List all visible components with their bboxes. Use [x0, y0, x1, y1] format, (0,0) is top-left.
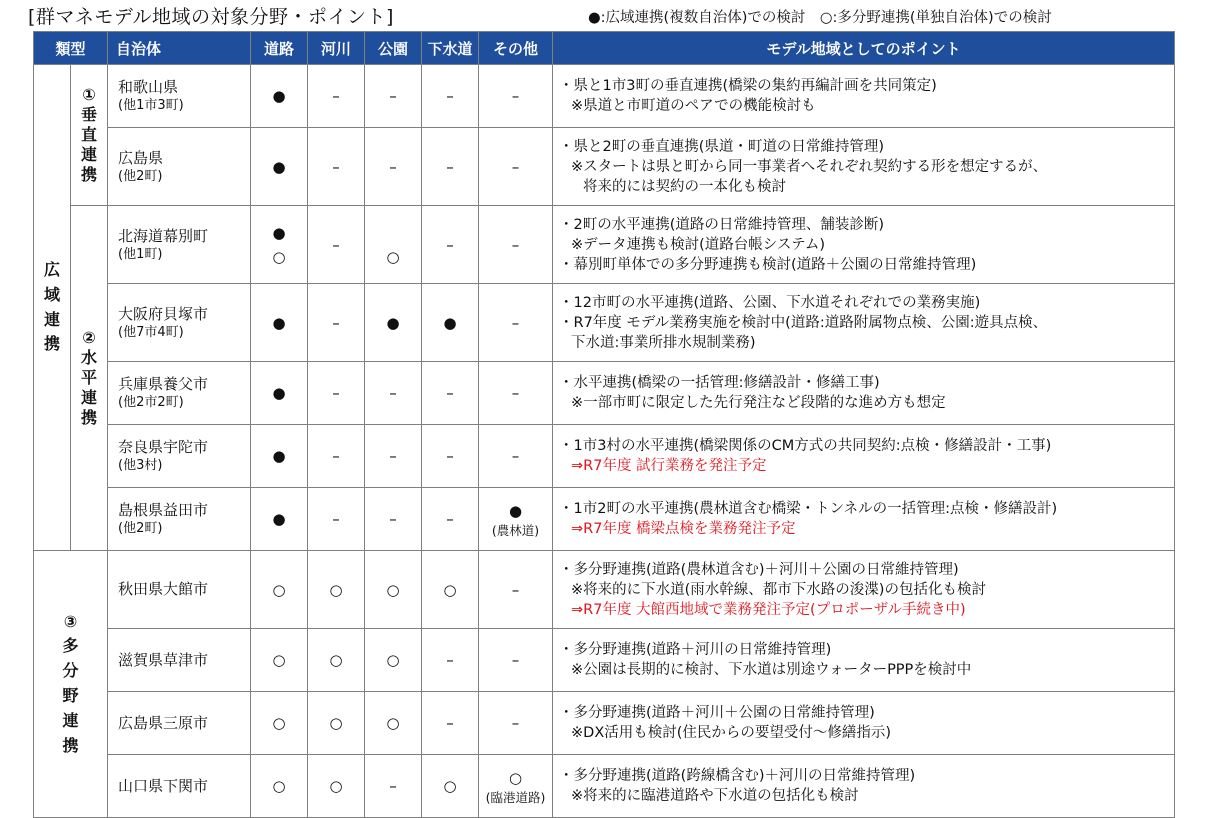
table-row	[34, 755, 1175, 818]
points-cell	[553, 755, 1175, 818]
points-cell	[553, 488, 1175, 551]
point-line: ⇒R7年度 大館西地域で業務発注予定(プロポーザル手続き中)	[571, 601, 966, 618]
municipality-cell	[108, 425, 251, 488]
mark-sewer	[422, 551, 479, 629]
mark-other	[479, 128, 553, 206]
mark-road	[251, 206, 308, 284]
header-road: 道路	[251, 32, 308, 65]
mark-other-note: (農林道)	[491, 522, 540, 538]
mark-river	[308, 362, 365, 425]
mark-river-symbol: –	[332, 235, 340, 254]
mark-road	[251, 425, 308, 488]
mark-road-symbol: ● ○	[272, 223, 286, 266]
municipality-partners: (他3村)	[118, 458, 163, 474]
points-cell	[553, 629, 1175, 692]
point-line: ・県と2町の垂直連携(県道・町道の日常維持管理)	[559, 138, 885, 155]
mark-park	[365, 692, 422, 755]
municipality-partners: (他1町)	[118, 246, 163, 262]
header-sewer: 下水道	[422, 32, 479, 65]
header-municipality: 自治体	[108, 32, 251, 65]
table-row	[34, 362, 1175, 425]
municipality-partners: (他2市2町)	[118, 395, 184, 411]
mark-other-symbol: ●	[508, 501, 523, 520]
municipality-cell	[108, 362, 251, 425]
mark-park-symbol: ○	[386, 651, 400, 669]
mark-other-symbol: –	[511, 157, 520, 176]
mark-park-symbol: –	[389, 87, 397, 105]
category-horizontal: ② 水 平 連 携	[71, 206, 108, 551]
mark-sewer-symbol: –	[446, 87, 454, 105]
page-title: [群マネモデル地域の対象分野・ポイント]	[28, 6, 394, 28]
mark-park-symbol: –	[389, 510, 397, 528]
mark-sewer	[422, 755, 479, 818]
mark-sewer-symbol: –	[446, 235, 454, 254]
municipality-name: 和歌山県	[118, 78, 179, 97]
mark-park-symbol: –	[389, 157, 397, 176]
points-cell	[553, 284, 1175, 362]
mark-sewer-symbol: –	[446, 651, 454, 669]
mark-park-symbol: –	[389, 447, 397, 465]
mark-road-symbol: ○	[272, 651, 286, 669]
municipality-cell	[108, 551, 251, 629]
point-line: ※一部市町に限定した先行発注など段階的な進め方も想定	[571, 395, 946, 411]
mark-river-symbol: ○	[329, 651, 343, 669]
mark-river-symbol: –	[332, 87, 340, 105]
mark-river	[308, 206, 365, 284]
point-line: ⇒R7年度 橋梁点検を業務発注予定	[571, 521, 796, 537]
municipality-name: 秋田県大館市	[118, 580, 209, 599]
mark-other-symbol: ○	[508, 768, 523, 787]
points-cell	[553, 362, 1175, 425]
mark-sewer-symbol: –	[446, 384, 454, 402]
category-wide-area: 広 域 連 携	[34, 65, 71, 551]
municipality-name: 島根県益田市	[118, 501, 209, 520]
point-line: ・多分野連携(道路＋河川の日常維持管理)	[559, 642, 832, 658]
municipality-name: 山口県下関市	[118, 776, 209, 795]
mark-river-symbol: ○	[329, 714, 343, 732]
mark-sewer-symbol: –	[446, 714, 454, 732]
table-row	[34, 551, 1175, 629]
mark-other-symbol: –	[511, 384, 520, 402]
table-row	[34, 425, 1175, 488]
mark-sewer-symbol: –	[446, 157, 454, 176]
header-type: 類型	[34, 32, 108, 65]
mark-park	[365, 65, 422, 128]
municipality-cell	[108, 65, 251, 128]
municipality-cell	[108, 755, 251, 818]
mark-sewer	[422, 362, 479, 425]
mark-road	[251, 488, 308, 551]
point-line: ・多分野連携(道路(跨線橋含む)＋河川の日常維持管理)	[559, 768, 916, 784]
mark-sewer	[422, 128, 479, 206]
mark-road-symbol: ○	[272, 580, 286, 599]
mark-road	[251, 362, 308, 425]
municipality-cell	[108, 128, 251, 206]
point-line: ⇒R7年度 試行業務を発注予定	[571, 458, 767, 474]
mark-sewer-symbol: –	[446, 447, 454, 465]
point-line: 下水道:事業所排水規制業務)	[571, 334, 756, 351]
mark-road-symbol: ●	[272, 313, 286, 332]
point-line: ※将来的に下水道(雨水幹線、都市下水路の浚渫)の包括化も検討	[571, 581, 986, 598]
point-line: ・12市町の水平連携(道路、公園、下水道それぞれでの業務実施)	[559, 294, 981, 311]
points-cell	[553, 425, 1175, 488]
table-row	[34, 629, 1175, 692]
mark-park-symbol: ○	[386, 580, 400, 599]
mark-other-symbol: –	[511, 714, 520, 732]
mark-road-symbol: ●	[272, 384, 286, 402]
mark-other	[479, 488, 553, 551]
mark-river	[308, 755, 365, 818]
mark-road	[251, 65, 308, 128]
point-line: ・多分野連携(道路(農林道含む)＋河川＋公園の日常維持管理)	[559, 561, 959, 578]
municipality-name: 大阪府貝塚市	[118, 304, 209, 323]
mark-river	[308, 425, 365, 488]
municipality-cell	[108, 629, 251, 692]
mark-river	[308, 629, 365, 692]
mark-other-symbol: –	[511, 235, 520, 254]
header-row	[34, 32, 1175, 65]
mark-river	[308, 551, 365, 629]
mark-road-symbol: ●	[272, 447, 286, 465]
mark-park-symbol: ○	[386, 714, 400, 732]
mark-road	[251, 284, 308, 362]
mark-river-symbol: –	[332, 313, 340, 332]
mark-other-symbol: –	[511, 87, 520, 105]
point-line: ・1市3村の水平連携(橋梁関係のCM方式の共同契約:点検・修繕設計・工事)	[559, 438, 1052, 454]
municipality-name: 北海道幕別町	[118, 226, 209, 245]
municipality-partners: (他2町)	[118, 521, 163, 537]
mark-river-symbol: –	[332, 510, 340, 528]
table-row	[34, 128, 1175, 206]
mark-river	[308, 284, 365, 362]
legend: ●:広域連携(複数自治体)での検討 ○:多分野連携(単独自治体)での検討	[588, 10, 1052, 26]
mark-sewer	[422, 206, 479, 284]
mark-park	[365, 755, 422, 818]
mark-sewer	[422, 692, 479, 755]
header-points: モデル地域としてのポイント	[553, 32, 1175, 65]
mark-park	[365, 425, 422, 488]
header-other: その他	[479, 32, 553, 65]
mark-road-symbol: ●	[272, 87, 286, 105]
mark-sewer-symbol: ○	[443, 777, 457, 795]
mark-other	[479, 629, 553, 692]
mark-park-symbol: ●	[386, 313, 400, 332]
table-row	[34, 206, 1175, 284]
point-line: ※公園は長期的に検討、下水道は別途ウォーターPPPを検討中	[571, 662, 972, 678]
point-line: ※データ連携も検討(道路台帳システム)	[571, 236, 826, 253]
mark-river	[308, 65, 365, 128]
mark-park-symbol: –	[389, 384, 397, 402]
mark-river-symbol: –	[332, 447, 340, 465]
mark-road	[251, 629, 308, 692]
mark-other	[479, 755, 553, 818]
category-vertical: ① 垂 直 連 携	[71, 65, 108, 206]
mark-park-symbol: –	[389, 777, 397, 795]
table-row	[34, 692, 1175, 755]
point-line: ※DX活用も検討(住民からの要望受付～修繕指示)	[571, 725, 892, 741]
municipality-name: 広島県三原市	[118, 713, 209, 732]
mark-other	[479, 284, 553, 362]
mark-road-symbol: ●	[272, 157, 286, 176]
mark-river-symbol: ○	[329, 580, 343, 599]
municipality-partners: (他2町)	[118, 168, 163, 184]
mark-park	[365, 629, 422, 692]
mark-river	[308, 488, 365, 551]
mark-park	[365, 284, 422, 362]
municipality-name: 広島県	[118, 148, 164, 167]
mark-sewer-symbol: –	[446, 510, 454, 528]
header-river: 河川	[308, 32, 365, 65]
point-line: ・R7年度 モデル業務実施を検討中(道路:道路附属物点検、公園:遊具点検、	[559, 314, 1048, 331]
municipality-name: 兵庫県養父市	[118, 375, 209, 394]
points-cell	[553, 206, 1175, 284]
mark-other-symbol: –	[511, 447, 520, 465]
point-line: ・1市2町の水平連携(農林道含む橋梁・トンネルの一括管理:点検・修繕設計)	[559, 501, 1058, 517]
table-row	[34, 284, 1175, 362]
mark-river-symbol: –	[332, 384, 340, 402]
model-region-table	[33, 31, 1175, 818]
mark-park	[365, 362, 422, 425]
mark-other	[479, 362, 553, 425]
category-multi-field: ③ 多 分 野 連 携	[34, 551, 108, 818]
points-cell	[553, 692, 1175, 755]
mark-park	[365, 206, 422, 284]
point-line: ・幕別町単体での多分野連携も検討(道路＋公園の日常維持管理)	[559, 256, 977, 273]
municipality-cell	[108, 284, 251, 362]
mark-river	[308, 692, 365, 755]
point-line: ※スタートは県と町から同一事業者へそれぞれ契約する形を想定するが、	[571, 158, 1048, 175]
municipality-partners: (他7市4町)	[118, 324, 184, 340]
mark-other-symbol: –	[511, 313, 520, 332]
mark-sewer	[422, 284, 479, 362]
municipality-partners: (他1市3町)	[118, 98, 184, 114]
municipality-name: 滋賀県草津市	[118, 650, 209, 669]
mark-park	[365, 128, 422, 206]
mark-park	[365, 551, 422, 629]
point-line: ・2町の水平連携(道路の日常維持管理、舗装診断)	[559, 216, 885, 233]
table-row	[34, 488, 1175, 551]
mark-other-symbol: –	[511, 651, 520, 669]
mark-other	[479, 551, 553, 629]
mark-river-symbol: ○	[329, 777, 343, 795]
mark-other	[479, 692, 553, 755]
mark-sewer	[422, 425, 479, 488]
point-line: ※県道と市町道のペアでの機能検討も	[571, 98, 816, 114]
mark-park-symbol: ○	[386, 247, 400, 266]
point-line: ・多分野連携(道路＋河川＋公園の日常維持管理)	[559, 705, 875, 721]
mark-other	[479, 65, 553, 128]
points-cell	[553, 65, 1175, 128]
mark-other	[479, 425, 553, 488]
mark-road-symbol: ●	[272, 510, 286, 528]
mark-park	[365, 488, 422, 551]
mark-other-symbol: –	[511, 580, 520, 599]
header-park: 公園	[365, 32, 422, 65]
mark-sewer	[422, 488, 479, 551]
mark-river-symbol: –	[332, 157, 340, 176]
points-cell	[553, 128, 1175, 206]
mark-road	[251, 755, 308, 818]
municipality-cell	[108, 692, 251, 755]
mark-sewer	[422, 629, 479, 692]
mark-river	[308, 128, 365, 206]
mark-sewer-symbol: ●	[443, 313, 457, 332]
point-line: ・県と1市3町の垂直連携(橋梁の集約再編計画を共同策定)	[559, 78, 937, 94]
mark-road-symbol: ○	[272, 777, 286, 795]
mark-other-note: (臨港道路)	[485, 789, 546, 805]
municipality-cell	[108, 206, 251, 284]
municipality-cell	[108, 488, 251, 551]
mark-road	[251, 692, 308, 755]
mark-sewer	[422, 65, 479, 128]
municipality-name: 奈良県宇陀市	[118, 438, 209, 457]
point-line: ※将来的に臨港道路や下水道の包括化も検討	[571, 788, 859, 804]
point-line: 将来的には契約の一本化も検討	[583, 178, 786, 195]
table-row	[34, 65, 1175, 128]
mark-sewer-symbol: ○	[443, 580, 457, 599]
mark-road	[251, 551, 308, 629]
mark-road	[251, 128, 308, 206]
point-line: ・水平連携(橋梁の一括管理:修繕設計・修繕工事)	[559, 375, 880, 391]
mark-other	[479, 206, 553, 284]
points-cell	[553, 551, 1175, 629]
mark-road-symbol: ○	[272, 714, 286, 732]
